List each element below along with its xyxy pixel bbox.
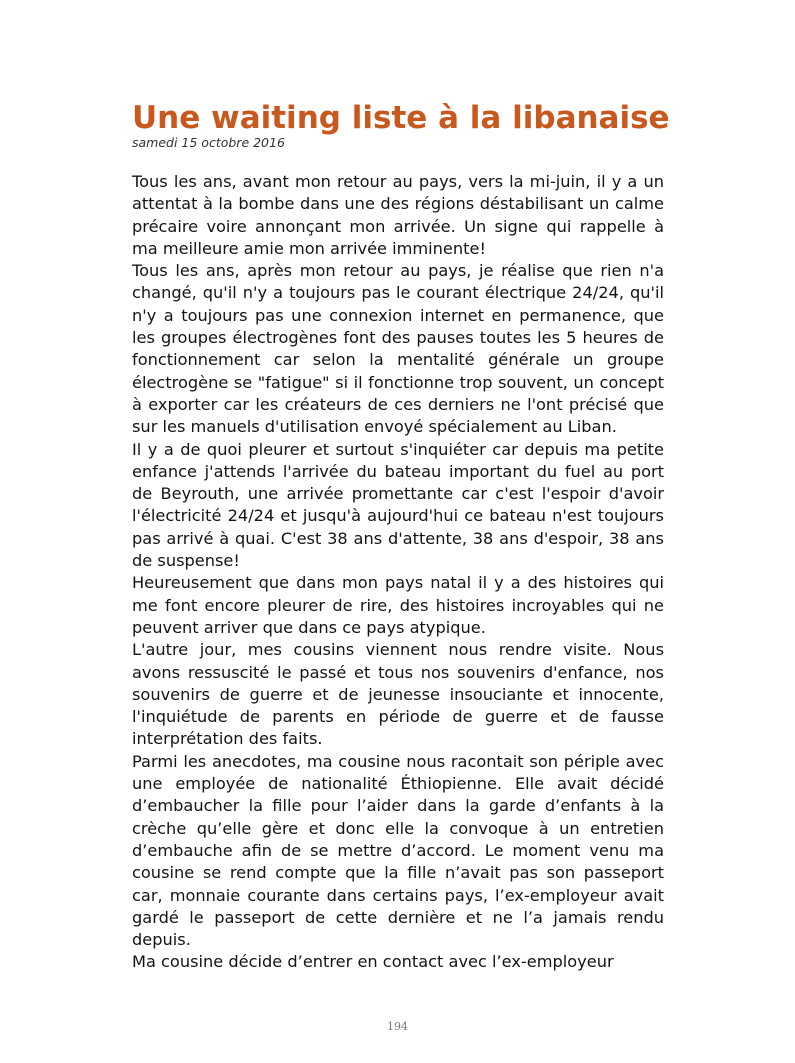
article-date: samedi 15 octobre 2016 [132, 135, 285, 150]
paragraph: Parmi les anecdotes, ma cousine nous racontait son périple avec une employée de nationalité Éthiopienne. Elle avait décidé d’embaucher la fille pour l’aider dans la garde d’enfants à la crèche qu’elle gère et donc elle la convoque à un entretien d’embauche afin de se mettre d’accord. Le moment venu ma cousine se rend compte que la fille n’avait pas son passeport car, monnaie courante dans certains pays, l’ex-employeur avait gardé le passeport de cette dernière et ne l’a jamais rendu depuis. [132, 751, 664, 950]
article-body [132, 171, 664, 974]
paragraph: Heureusement que dans mon pays natal il y a des histoires qui me font encore pleurer de rire, des histoires incroyables qui ne peuvent arriver que dans ce pays atypique. [132, 573, 664, 637]
paragraph: L'autre jour, mes cousins viennent nous rendre visite. Nous avons ressuscité le passé et tous nos souvenirs d'enfance, nos souvenirs de guerre et de jeunesse insouciante et innocente, l'inquiétude de parents en période de guerre et de fausse interprétation des faits. [132, 640, 664, 749]
paragraph: Tous les ans, après mon retour au pays, je réalise que rien n'a changé, qu'il n'y a toujours pas le courant électrique 24/24, qu'il n'y a toujours pas une connexion internet en permanence, que les groupes électrogènes font des pauses toutes les 5 heures de fonctionnement car selon la mentalité générale un groupe électrogène se "fatigue" si il fonctionne trop souvent, un concept à exporter car les créateurs de ces derniers ne l'ont précisé que sur les manuels d'utilisation envoyé spécialement au Liban. [132, 261, 664, 437]
page-number: 194 [387, 1020, 408, 1033]
paragraph: Tous les ans, avant mon retour au pays, vers la mi-juin, il y a un attentat à la bombe dans une des régions déstabilisant un calme précaire voire annonçant mon arrivée. Un signe qui rappelle à ma meilleure amie mon arrivée imminente! [132, 172, 664, 258]
article-title: Une waiting liste à la libanaise [132, 100, 670, 136]
paragraph: Ma cousine décide d’entrer en contact avec l’ex-employeur [132, 952, 614, 972]
paragraph: Il y a de quoi pleurer et surtout s'inquiéter car depuis ma petite enfance j'attends l'arrivée du bateau important du fuel au port de Beyrouth, une arrivée promettante car c'est l'espoir d'avoir l'électricité 24/24 et jusqu'à aujourd'hui ce bateau n'est toujours pas arrivé à quai. C'est 38 ans d'attente, 38 ans d'espoir, 38 ans de suspense! [132, 439, 664, 571]
